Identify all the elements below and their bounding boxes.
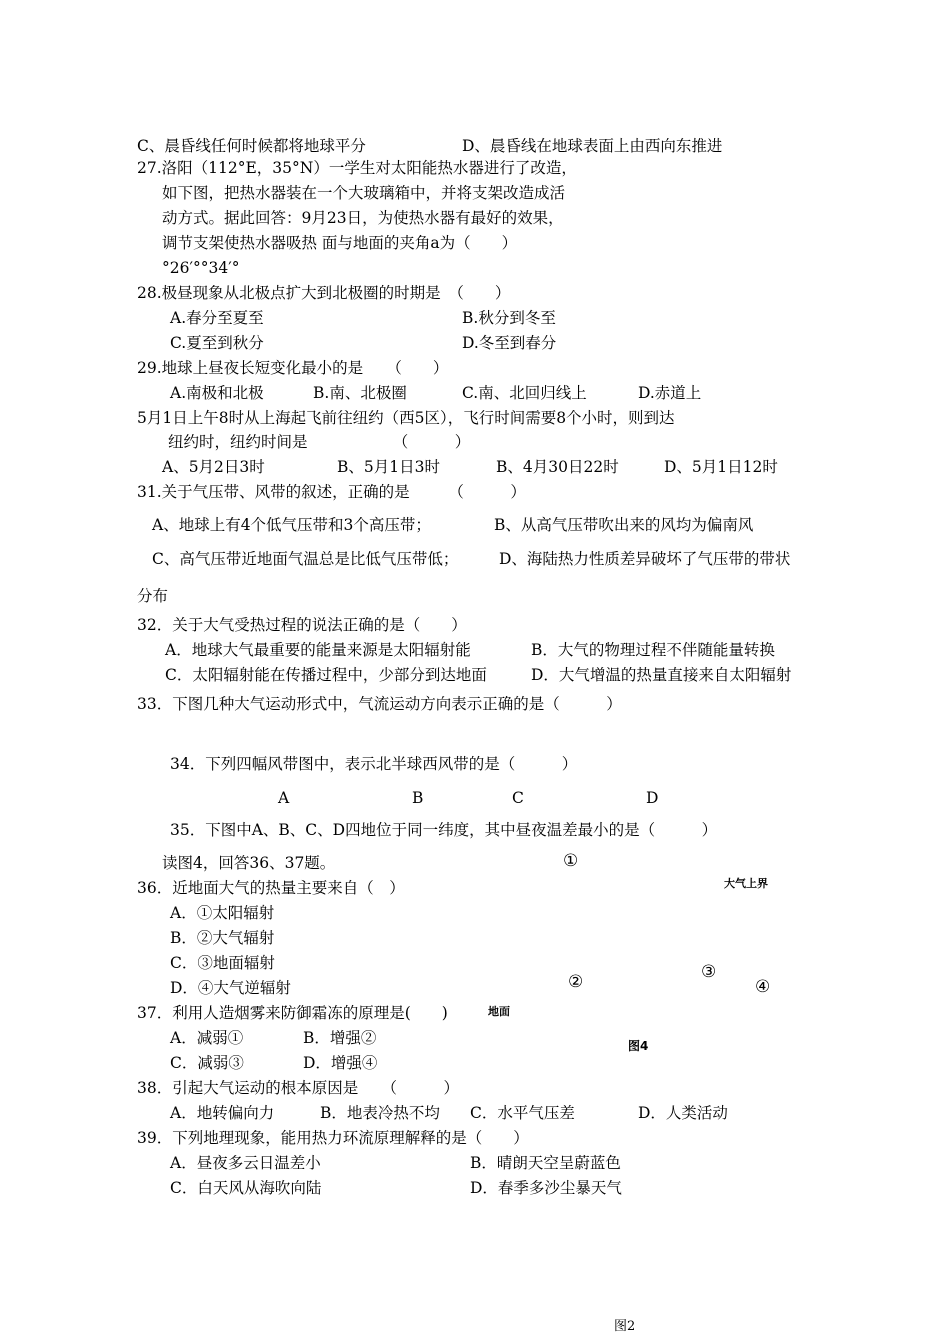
q27-stem-line4: 调节支架使热水器吸热 面与地面的夹角a为（ ） [162, 234, 518, 252]
q28-option-c: C.夏至到秋分 [170, 334, 264, 352]
q27-stem-line1: 27.洛阳（112°E，35°N）一学生对太阳能热水器进行了改造， [137, 159, 577, 177]
q29-option-c: C.南、北回归线上 [462, 384, 587, 402]
q36-option-a: A．①太阳辐射 [170, 904, 275, 922]
q31-option-c: C、高气压带近地面气温总是比低气压带低； [152, 550, 459, 568]
q32-option-a: A．地球大气最重要的能量来源是太阳辐射能 [165, 641, 471, 659]
q31-option-b: B、从高气压带吹出来的风均为偏南风 [494, 516, 754, 534]
q36-37-intro: 读图4，回答36、37题。 [162, 854, 336, 872]
q34-stem: 34．下列四幅风带图中，表示北半球西风带的是（ ） [170, 755, 578, 773]
q36-option-b: B．②大气辐射 [170, 929, 275, 947]
q26-option-d: D、晨昏线在地球表面上由西向东推进 [462, 137, 723, 155]
q32-option-c: C．太阳辐射能在传播过程中，少部分到达地面 [165, 666, 487, 684]
figure4-caption: 图4 [628, 1039, 649, 1053]
q31-option-d-cont: 分布 [137, 587, 169, 605]
figure4-marker-1: ① [563, 851, 579, 871]
q27-stem-line2: 如下图，把热水器装在一个大玻璃箱中，并将支架改造成活 [162, 184, 566, 202]
q28-option-b: B.秋分到冬至 [462, 309, 556, 327]
figure4-top-label: 大气上界 [724, 877, 768, 890]
q36-stem: 36．近地面大气的热量主要来自（ ） [137, 879, 405, 897]
q29-option-b: B.南、北极圈 [313, 384, 407, 402]
q27-options: °26′°°34′° [162, 259, 240, 277]
q31-stem: 31.关于气压带、风带的叙述，正确的是 （ ） [137, 483, 526, 501]
q37-stem: 37．利用人造烟雾来防御霜冻的原理是( ) [137, 1004, 448, 1022]
q34-label-c: C [512, 789, 524, 807]
q36-option-c: C．③地面辐射 [170, 954, 275, 972]
q27-stem-line3: 动方式。据此回答：9月23日，为使热水器有最好的效果， [162, 209, 564, 227]
q34-label-b: B [412, 789, 424, 807]
q38-option-a: A．地转偏向力 [170, 1104, 275, 1122]
q38-stem: 38．引起大气运动的根本原因是 （ ） [137, 1079, 459, 1097]
q39-option-c: C．白天风从海吹向陆 [170, 1179, 322, 1197]
q37-option-a: A．减弱① [170, 1029, 244, 1047]
q39-option-a: A．昼夜多云日温差小 [170, 1154, 321, 1172]
figure4-marker-2: ② [568, 972, 584, 992]
q26-option-c: C、晨昏线任何时候都将地球平分 [137, 137, 366, 155]
q38-option-b: B．地表冷热不均 [320, 1104, 440, 1122]
q30-option-b: B、5月1日3时 [337, 458, 440, 476]
q37-option-c: C．减弱③ [170, 1054, 244, 1072]
figure4-marker-4: ④ [755, 977, 771, 997]
q31-option-a: A、地球上有4个低气压带和3个高压带； [152, 516, 431, 534]
q39-option-d: D．春季多沙尘暴天气 [470, 1179, 622, 1197]
q34-label-d: D [646, 789, 659, 807]
q29-option-d: D.赤道上 [638, 384, 702, 402]
q30-option-a: A、5月2日3时 [162, 458, 265, 476]
figure4-ground-label: 地面 [488, 1005, 510, 1018]
q28-option-a: A.春分至夏至 [170, 309, 264, 327]
q32-stem: 32．关于大气受热过程的说法正确的是（ ） [137, 616, 467, 634]
q29-stem: 29.地球上昼夜长短变化最小的是 （ ） [137, 359, 449, 377]
q33-stem: 33．下图几种大气运动形式中，气流运动方向表示正确的是（ ） [137, 695, 622, 713]
q31-option-d: D、海陆热力性质差异破坏了气压带的带状 [499, 550, 791, 568]
figure4-marker-3: ③ [701, 962, 717, 982]
q28-option-d: D.冬至到春分 [462, 334, 557, 352]
figure2-caption: 图2 [614, 1319, 636, 1334]
q39-option-b: B．晴朗天空呈蔚蓝色 [470, 1154, 621, 1172]
q37-option-b: B．增强② [303, 1029, 377, 1047]
q35-stem: 35．下图中A、B、C、D四地位于同一纬度，其中昼夜温差最小的是（ ） [170, 821, 718, 839]
q38-option-d: D．人类活动 [638, 1104, 728, 1122]
q30-stem-line1: 5月1日上午8时从上海起飞前往纽约（西5区），飞行时间需要8个小时，则到达 [137, 409, 675, 427]
q30-option-c: B、4月30日22时 [496, 458, 619, 476]
q30-option-d: D、5月1日12时 [664, 458, 778, 476]
q39-stem: 39．下列地理现象，能用热力环流原理解释的是（ ） [137, 1129, 529, 1147]
q32-option-d: D．大气增温的热量直接来自太阳辐射 [531, 666, 792, 684]
q38-option-c: C．水平气压差 [470, 1104, 575, 1122]
q34-label-a: A [278, 789, 290, 807]
q36-option-d: D．④大气逆辐射 [170, 979, 291, 997]
q30-stem-line2: 纽约时，纽约时间是 （ ） [168, 433, 471, 451]
q37-option-d: D．增强④ [303, 1054, 378, 1072]
q32-option-b: B．大气的物理过程不伴随能量转换 [531, 641, 775, 659]
q29-option-a: A.南极和北极 [170, 384, 264, 402]
q28-stem: 28.极昼现象从北极点扩大到北极圈的时期是 （ ） [137, 284, 511, 302]
